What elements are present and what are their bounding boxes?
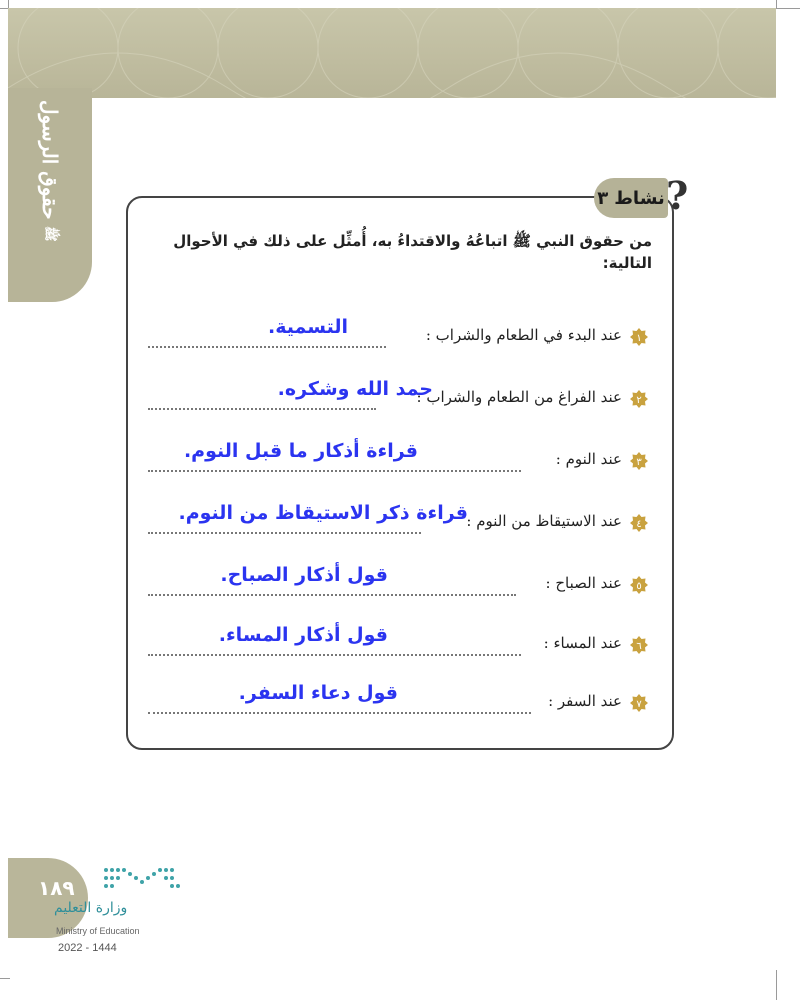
item-label: عند الاستيقاظ من النوم :	[466, 512, 622, 530]
item-label: عند النوم :	[555, 450, 622, 468]
crop-mark	[776, 970, 777, 1000]
handwritten-answer: حمد الله وشكره.	[277, 378, 433, 400]
item-label: عند الفراغ من الطعام والشراب :	[416, 388, 622, 406]
svg-text:٧: ٧	[636, 699, 642, 710]
crop-mark	[0, 8, 8, 9]
item-number-icon	[630, 514, 648, 532]
activity-question: من حقوق النبي ﷺ اتباعُهُ والاقتداءُ به، أُمثِّل على ذلك في الأحوال التالية:	[173, 232, 652, 272]
svg-text:٥: ٥	[636, 581, 642, 592]
answer-dotted-line	[148, 470, 521, 472]
question-mark-icon: ?	[666, 173, 689, 218]
ministry-name-ar: وزارة التعليم	[54, 900, 128, 916]
handwritten-answer: قول أذكار الصباح.	[220, 564, 388, 586]
page-number: ١٨٩	[38, 876, 75, 900]
handwritten-answer: التسمية.	[268, 316, 348, 338]
arabesque-pattern	[8, 8, 776, 98]
handwritten-answer: قراءة أذكار ما قبل النوم.	[183, 440, 418, 462]
item-number-icon	[630, 636, 648, 654]
ministry-logo-icon	[100, 862, 190, 898]
list-item	[148, 682, 648, 720]
answer-dotted-line	[148, 712, 531, 714]
activity-label: نشاط	[614, 187, 665, 209]
answer-dotted-line	[148, 532, 421, 534]
honorific-glyph: ﷺ	[42, 225, 58, 242]
list-item	[148, 564, 648, 602]
item-label: عند السفر :	[548, 692, 622, 710]
item-label: عند المساء :	[543, 634, 622, 652]
svg-text:٦: ٦	[636, 641, 642, 652]
crop-mark	[776, 0, 777, 8]
item-number-icon	[630, 694, 648, 712]
list-item	[148, 624, 648, 662]
svg-text:٢: ٢	[636, 395, 642, 406]
chapter-title	[28, 100, 72, 290]
handwritten-answer: قول أذكار المساء.	[218, 624, 388, 646]
answer-dotted-line	[148, 346, 386, 348]
item-label: عند الصباح :	[545, 574, 622, 592]
ministry-year: 2022 - 1444	[58, 942, 117, 954]
answer-dotted-line	[148, 654, 521, 656]
answer-dotted-line	[148, 594, 516, 596]
list-item	[148, 316, 648, 354]
activity-badge	[594, 173, 689, 218]
svg-text:٣: ٣	[636, 457, 642, 468]
header-band	[8, 8, 776, 98]
item-number-icon	[630, 452, 648, 470]
answer-dotted-line	[148, 408, 376, 410]
chapter-title-text: حقوق الرسول	[38, 100, 62, 220]
activity-label-pill	[594, 178, 668, 218]
ministry-name-en: Ministry of Education	[56, 926, 140, 936]
svg-text:١: ١	[636, 333, 642, 344]
list-item	[148, 440, 648, 478]
list-item	[148, 378, 648, 416]
item-number-icon	[630, 390, 648, 408]
crop-mark	[776, 8, 800, 9]
item-number-icon	[630, 328, 648, 346]
handwritten-answer: قول دعاء السفر.	[238, 682, 398, 704]
item-number-icon	[630, 576, 648, 594]
svg-text:٤: ٤	[636, 519, 642, 530]
crop-mark	[0, 978, 10, 979]
list-item	[148, 502, 648, 540]
item-label: عند البدء في الطعام والشراب :	[425, 326, 622, 344]
activity-number: ٣	[597, 187, 609, 209]
handwritten-answer: قراءة ذكر الاستيقاظ من النوم.	[178, 502, 468, 524]
crop-mark	[8, 0, 9, 8]
